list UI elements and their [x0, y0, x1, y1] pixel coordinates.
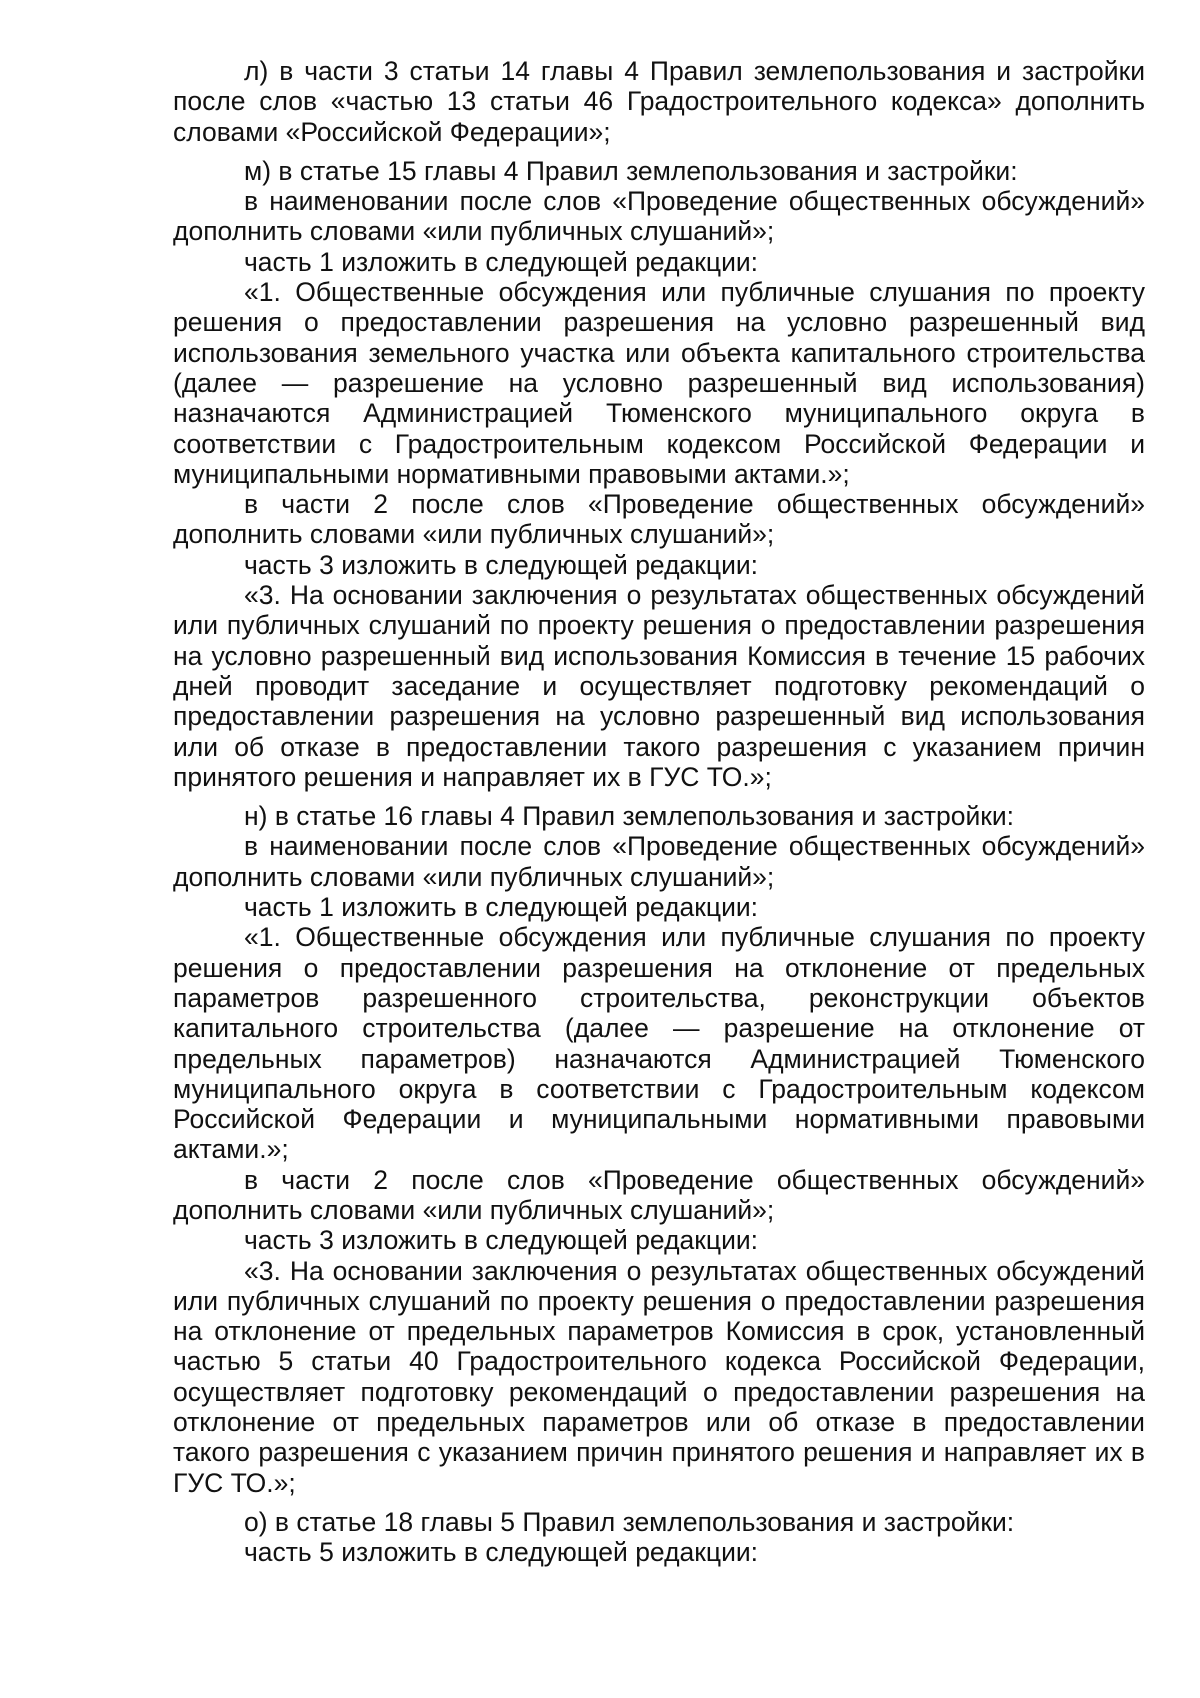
document-body: [173, 56, 1145, 1568]
paragraph-n-title-change: в наименовании после слов «Проведение общественных обсуждений» дополнить словами «или публичных слушаний»;: [173, 831, 1145, 892]
paragraph-m-part2: в части 2 после слов «Проведение общественных обсуждений» дополнить словами «или публичных слушаний»;: [173, 489, 1145, 550]
paragraph-n-part2: в части 2 после слов «Проведение общественных обсуждений» дополнить словами «или публичных слушаний»;: [173, 1164, 1145, 1225]
paragraph-n-part3-text: «3. На основании заключения о результатах общественных обсуждений или публичных слушаний по проекту решения о предоставлении разрешения на отклонение от предельных параметров Комиссия в срок, установленный частью 5 статьи 40 Градостроительного кодекса Российской Федерации, осуществляет подготовку рекомендаций о предоставлении разрешения на отклонение от предельных параметров или об отказе в предоставлении такого разрешения с указанием причин принятого решения и направляет их в ГУС ТО.»;: [173, 1255, 1145, 1498]
paragraph-n-part3-intro: часть 3 изложить в следующей редакции:: [244, 1225, 759, 1256]
paragraph-m-heading: м) в статье 15 главы 4 Правил землепользования и застройки:: [244, 155, 1018, 186]
paragraph-o-heading: о) в статье 18 главы 5 Правил землепользования и застройки:: [244, 1506, 1015, 1537]
paragraph-m-part3-text: «3. На основании заключения о результатах общественных обсуждений или публичных слушаний по проекту решения о предоставлении разрешения на условно разрешенный вид использования Комиссия в течение 15 рабочих дней проводит заседание и осуществляет подготовку рекомендаций о предоставлении разрешения на условно разрешенный вид использования или об отказе в предоставлении такого разрешения с указанием причин принятого решения и направляет их в ГУС ТО.»;: [173, 580, 1145, 792]
paragraph-n-part1-intro: часть 1 изложить в следующей редакции:: [244, 892, 759, 923]
paragraph-n-heading: н) в статье 16 главы 4 Правил землепользования и застройки:: [244, 801, 1015, 832]
paragraph-o-part5-intro: часть 5 изложить в следующей редакции:: [244, 1537, 759, 1568]
paragraph-n-part1-text: «1. Общественные обсуждения или публичные слушания по проекту решения о предоставлении разрешения на отклонение от предельных параметров разрешенного строительства, реконструкции объектов капитального строительства (далее — разрешение на отклонение от предельных параметров) назначаются Администрацией Тюменского муниципального округа в соответствии с Градостроительным кодексом Российской Федерации и муниципальными нормативными правовыми актами.»;: [173, 922, 1145, 1165]
paragraph-m-part1-intro: часть 1 изложить в следующей редакции:: [244, 246, 759, 277]
paragraph-m-title-change: в наименовании после слов «Проведение общественных обсуждений» дополнить словами «или публичных слушаний»;: [173, 186, 1145, 247]
paragraph-m-part1-text: «1. Общественные обсуждения или публичные слушания по проекту решения о предоставлении разрешения на условно разрешенный вид использования земельного участка или объекта капитального строительства (далее — разрешение на условно разрешенный вид использования) назначаются Администрацией Тюменского муниципального округа в соответствии с Градостроительным кодексом Российской Федерации и муниципальными нормативными правовыми актами.»;: [173, 277, 1145, 489]
paragraph-l: л) в части 3 статьи 14 главы 4 Правил землепользования и застройки после слов «частью 13 статьи 46 Градостроительного кодекса» дополнить словами «Российской Федерации»;: [173, 56, 1145, 147]
paragraph-m-part3-intro: часть 3 изложить в следующей редакции:: [244, 549, 759, 580]
